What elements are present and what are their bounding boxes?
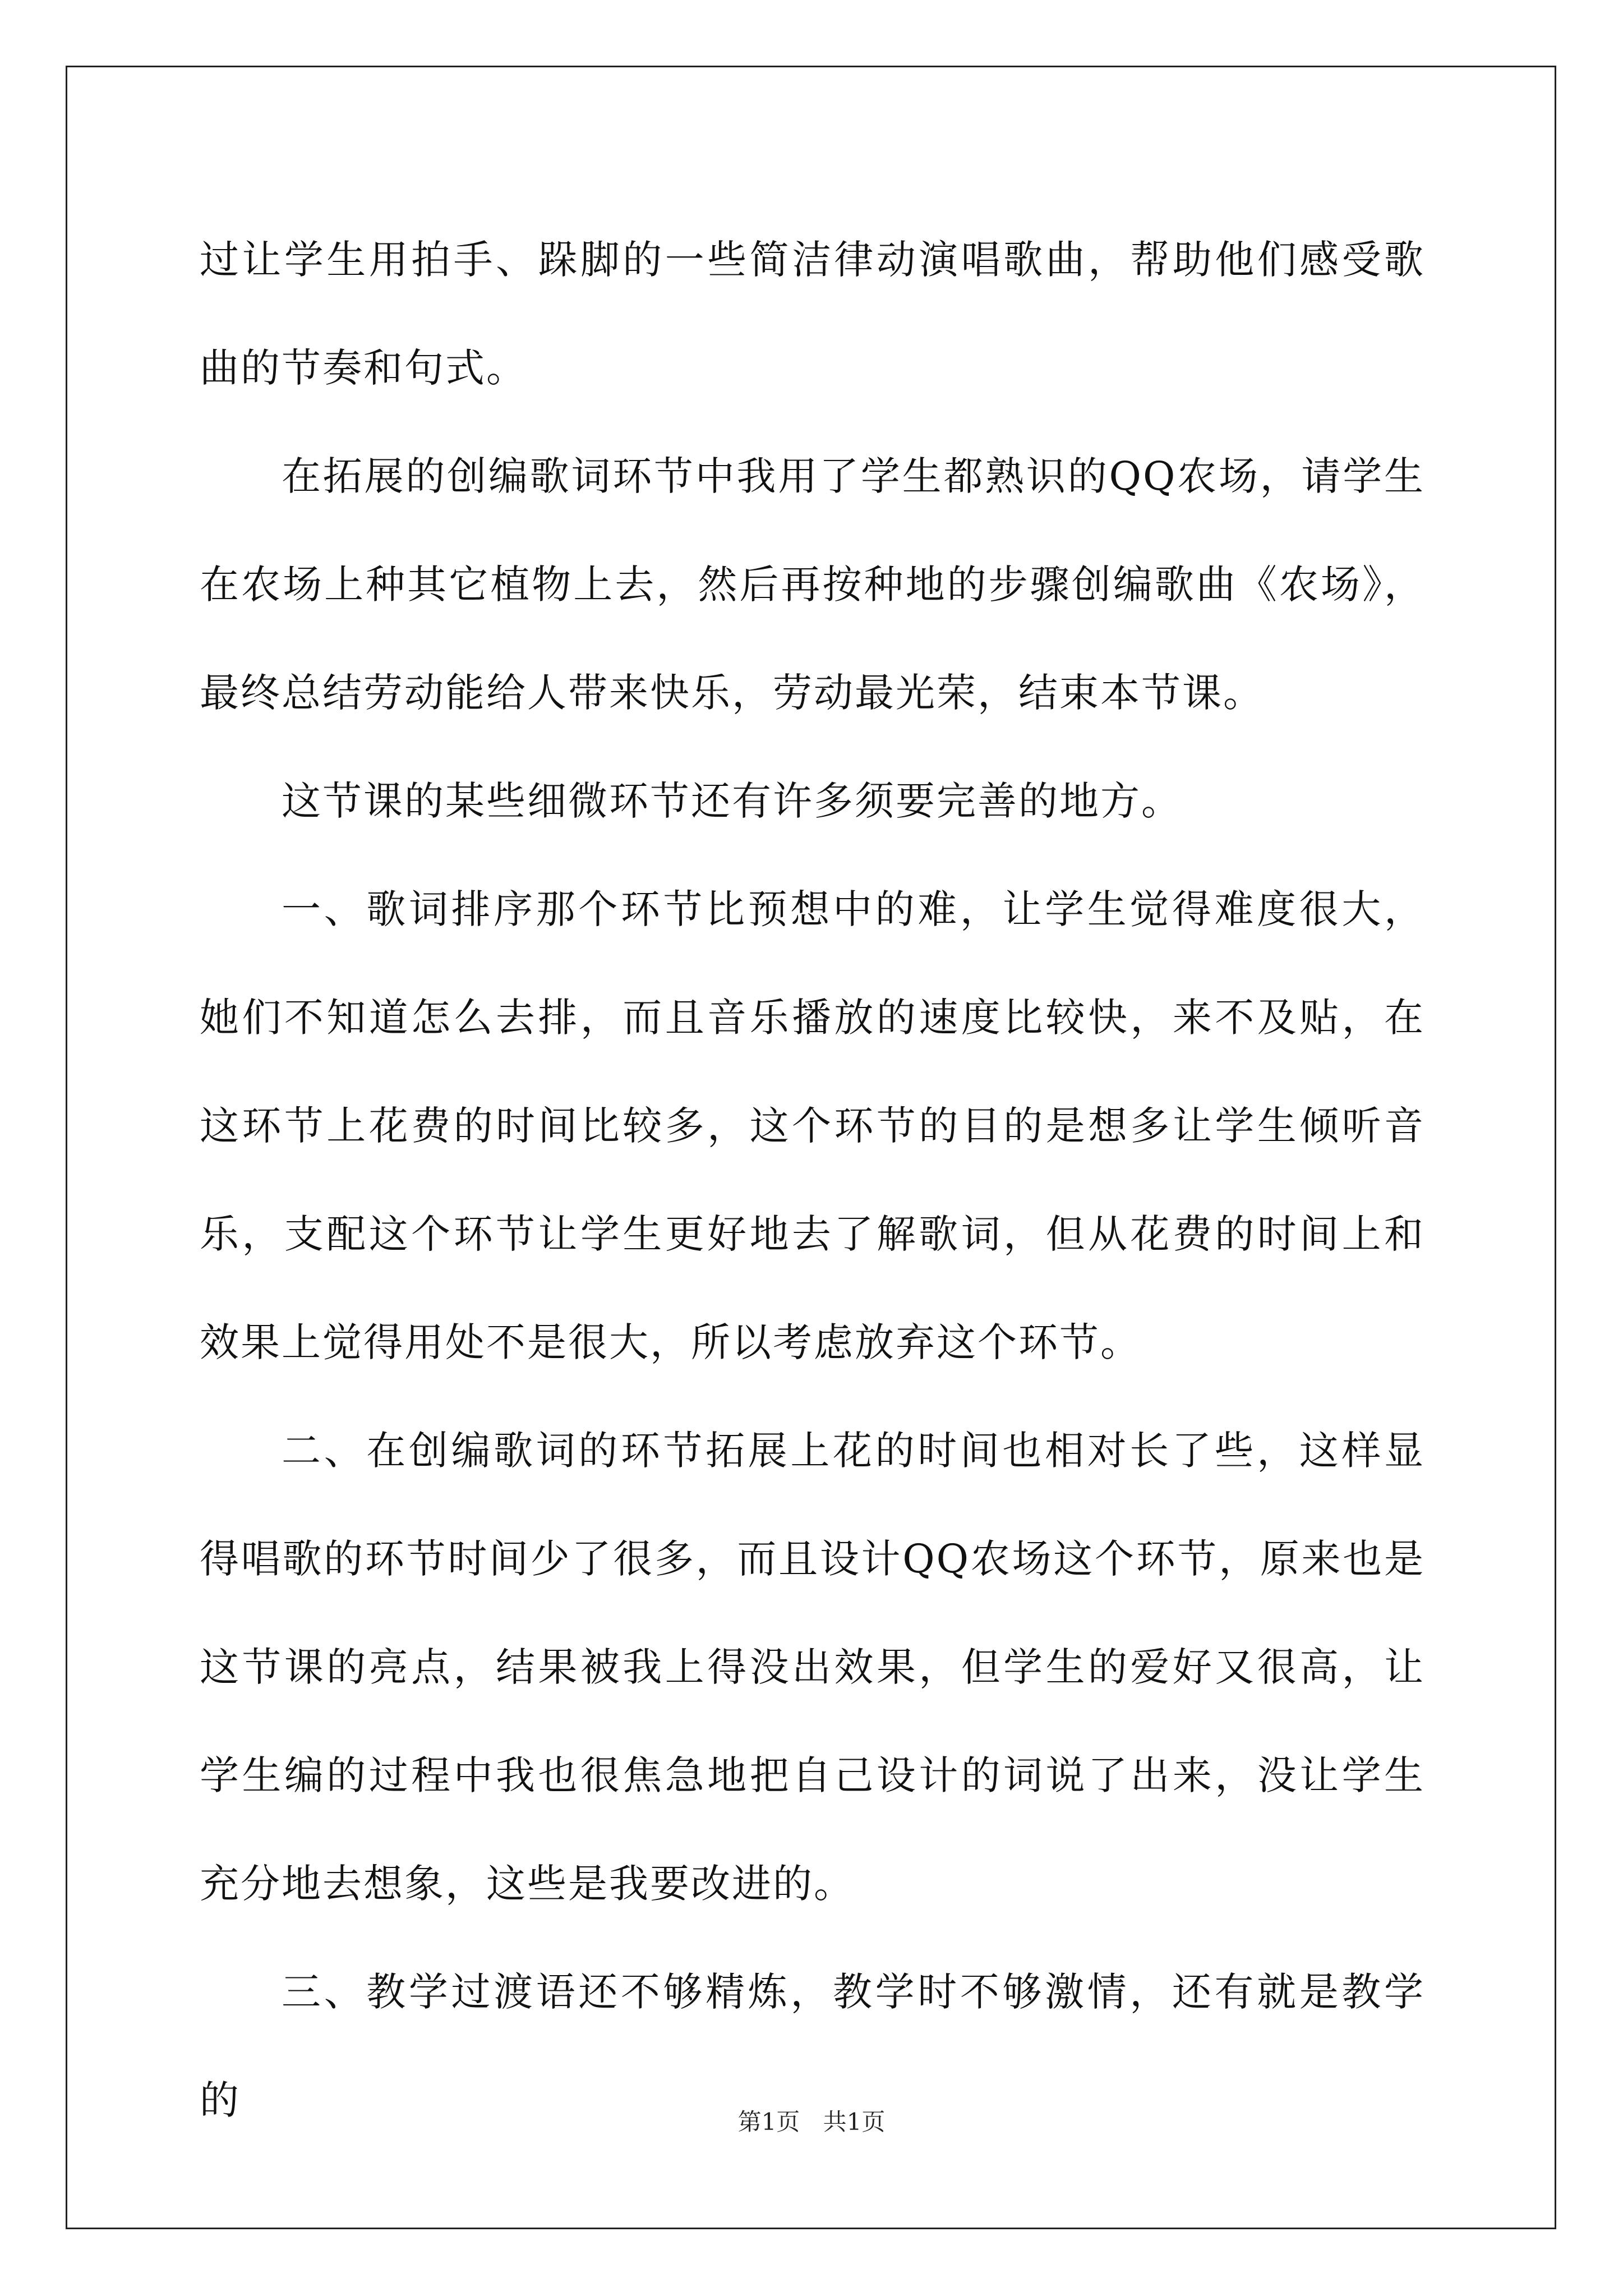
- paragraph-4: 一、歌词排序那个环节比预想中的难，让学生觉得难度很大，她们不知道怎么去排，而且音乐播放的速度比较快，来不及贴，在这环节上花费的时间比较多，这个环节的目的是想多让学生倾听音乐，支配这个环节让学生更好地去了解歌词，但从花费的时间上和效果上觉得用处不是很大，所以考虑放弃这个环节。: [200, 886, 1425, 1365]
- paragraph-3: 这节课的某些细微环节还有许多须要完善的地方。: [282, 778, 1182, 824]
- paragraph-2: 在拓展的创编歌词环节中我用了学生都熟识的QQ农场，请学生在农场上种其它植物上去，然后再按种地的步骤创编歌曲《农场》，最终总结劳动能给人带来快乐，劳动最光荣，结束本节课。: [200, 453, 1425, 716]
- page-number: 第1页: [737, 2108, 800, 2136]
- page-footer: [0, 2104, 1623, 2137]
- paragraph-1: 过让学生用拍手、跺脚的一些简洁律动演唱歌曲，帮助他们感受歌曲的节奏和句式。: [200, 237, 1425, 391]
- paragraph-6: 三、教学过渡语还不够精炼，教学时不够激情，还有就是教学的: [200, 1969, 1425, 2123]
- document-body: [200, 206, 1425, 2155]
- page-total: 共1页: [823, 2108, 886, 2136]
- paragraph-5: 二、在创编歌词的环节拓展上花的时间也相对长了些，这样显得唱歌的环节时间少了很多，而且设计QQ农场这个环节，原来也是这节课的亮点，结果被我上得没出效果，但学生的爱好又很高，让学生编的过程中我也很焦急地把自己设计的词说了出来，没让学生充分地去想象，这些是我要改进的。: [200, 1428, 1425, 1907]
